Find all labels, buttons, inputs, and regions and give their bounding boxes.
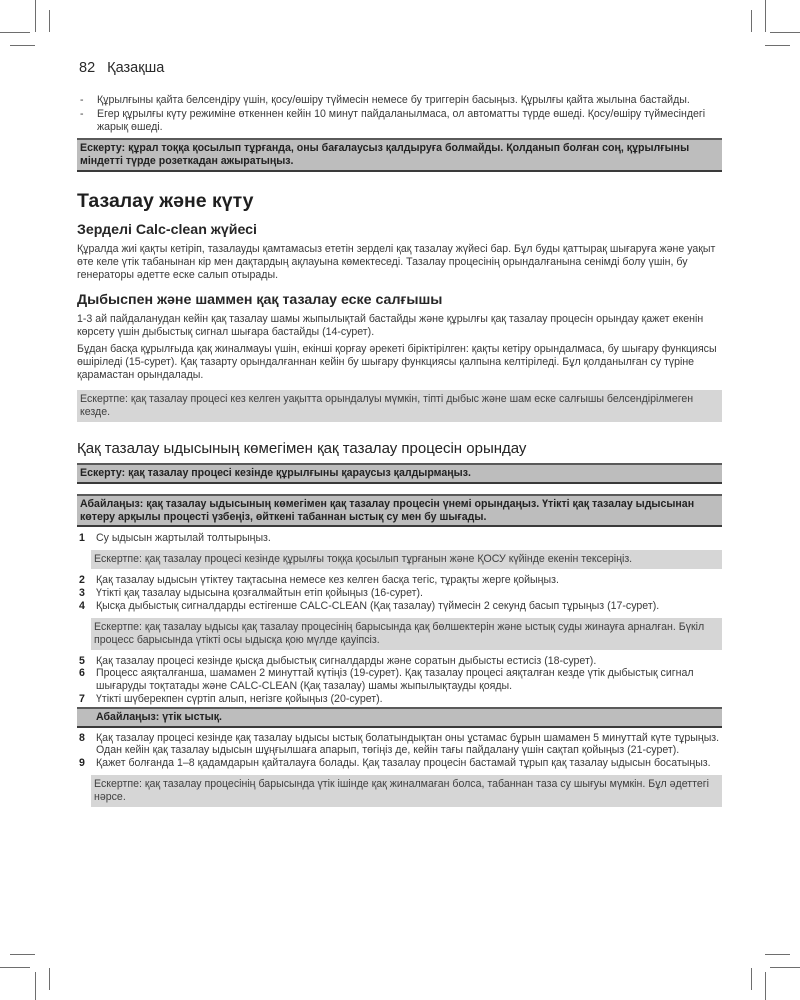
step-item: 8 Қақ тазалау процесі кезінде қақ тазалау ыдысы ыстық болатындықтан оны ұстамас бұрын шамамен 5 минуттай күте тұрыңыз. Одан кейін қақ тазалау ыдысын шұңғылшаға апарып, төгіңіз де, кейін тағы пайдалану үшін сақтап қойыңыз (21-сурет).: [79, 731, 720, 757]
crop-mark-tr-h2: [765, 45, 790, 46]
reminder-body-2: Бұдан басқа құрылғыда қақ жиналмауы үшін, екінші қорғау әрекеті біріктірілген: қақты кетіру орындалмаса, бу шығару функциясы өшіріледі (15-сурет). Қақ тазарту орындалғаннан кейін бу шығару функциясы қалпына келтіріледі. Бұл қолданылған су түріне қарамастан орындалады.: [77, 342, 717, 381]
container-caution-box: Абайлаңыз: қақ тазалау ыдысының көмегімен қақ тазалау процесін үнемі орындаңыз. Үтікті қақ тазалау ыдысынан көтеру арқылы процесті үзбеңіз, өйткені табаннан ыстық су мен бу шығады.: [77, 494, 722, 528]
step-note: Ескертпе: қақ тазалау процесінің барысында үтік ішінде қақ жиналмаған болса, табаннан таза су шығуы мүмкін. Бұл әдеттегі нәрсе.: [77, 775, 722, 807]
step-item: 1 Су ыдысын жартылай толтырыңыз.: [79, 532, 271, 545]
container-warning-box: Ескерту: қақ тазалау процесі кезінде құрылғыны қараусыз қалдырмаңыз.: [77, 463, 722, 484]
intro-bullets: [77, 94, 722, 133]
step-item: 9 Қажет болғанда 1–8 қадамдарын қайталауға болады. Қақ тазалау процесін бастамай тұрып қақ тазалау ыдысын босатыңыз.: [79, 757, 711, 770]
page-header: [79, 60, 722, 80]
crop-mark-br-h2: [765, 954, 790, 955]
bullet-item: - Құрылғыны қайта белсендіру үшін, қосу/өшіру түймесін немесе бу триггерін басыңыз. Құрылғы қайта жылына бастайды.: [80, 94, 690, 106]
step-item: 7 Үтікті шүберекпен сүртіп алып, негізге қойыңыз (20-сурет).: [79, 692, 383, 705]
subsection-title-reminder: Дыбыспен және шаммен қақ тазалау еске салғышы: [77, 291, 443, 308]
bullet-item: - Егер құрылғы күту режиміне өткеннен кейін 10 минут пайдаланылмаса, ол автоматты түрде өшеді. Қосу/өшіру түймесіндегі жарық өшеді.: [80, 107, 706, 133]
step-note: Ескертпе: қақ тазалау ыдысы қақ тазалау процесінің барысында қақ бөлшектерін және ыстық суды жинауға арналған. Бүкіл процесс барысында үтікті осы ыдысқа қою мүлде қауіпсіз.: [77, 618, 722, 650]
subsection-title-container: Қақ тазалау ыдысының көмегімен қақ тазалау процесін орындау: [77, 439, 527, 457]
crop-mark-tl-h1: [0, 32, 30, 33]
crop-mark-tl-h2: [10, 45, 35, 46]
step-item: 3 Үтікті қақ тазалау ыдысына қозғалмайтын етіп қойыңыз (16-сурет).: [79, 586, 423, 599]
crop-mark-br-h1: [770, 967, 800, 968]
step-item: 4 Қысқа дыбыстық сигналдарды естігенше CALC-CLEAN (Қақ тазалау) түймесін 2 секунд басып тұрыңыз (17-сурет).: [79, 599, 660, 612]
step-item: 2 Қақ тазалау ыдысын үтіктеу тақтасына немесе кез келген басқа тегіс, тұрақты жерге қойыңыз.: [79, 574, 559, 587]
container-steps: [77, 532, 722, 807]
step-item: 6 Процесс аяқталғанша, шамамен 2 минуттай күтіңіз (19-сурет). Қақ тазалау процесі аяқталған кезде үтік дыбыстық сигнал шығаруды тоқтатады және CALC-CLEAN (Қақ тазалау) шамы жыпылықтауды қояды.: [79, 667, 694, 693]
crop-mark-bl-v1: [35, 972, 36, 1000]
page-number: 82: [79, 60, 96, 76]
reminder-body-1: 1-3 ай пайдаланудан кейін қақ тазалау шамы жыпылықтай бастайды және құрылғы қақ тазалау процесін орындау қажет екенін көрсету үшін дыбыстық сигнал шығара бастайды (14-сурет).: [77, 312, 704, 338]
step-note: Ескертпе: қақ тазалау процесі кезінде құрылғы тоққа қосылып тұрғанын және ҚОСУ күйінде екенін тексеріңіз.: [77, 550, 722, 569]
crop-mark-br-v2: [751, 968, 752, 990]
manual-page: [77, 60, 722, 812]
crop-mark-bl-h2: [10, 954, 35, 955]
crop-mark-tr-h1: [770, 32, 800, 33]
step-caution: Абайлаңыз: үтік ыстық.: [77, 707, 722, 728]
section-title-cleaning: Тазалау және күту: [77, 189, 254, 212]
calc-clean-body: Құралда жиі қақты кетіріп, тазалауды қамтамасыз ететін зерделі қақ тазалау жүйесі бар. Бұл буды қаттырақ шығаруға және уақыт өте келе үтік табанынан кір мен дақтардың ақлауына көмектеседі. Тазалау процесінің орындалғанына сенімді болу үшін, бу генераторы әдетте еске салып отырады.: [77, 242, 716, 281]
crop-mark-tl-v2: [49, 10, 50, 32]
warning-unattended-box: Ескерту: құрал тоққа қосылып тұрғанда, оны бағалаусыз қалдыруға болмайды. Қолданып болған соң, құрылғыны міндетті түрде розеткадан ажыратыңыз.: [77, 138, 722, 172]
reminder-note-box: Ескертпе: қақ тазалау процесі кез келген уақытта орындалуы мүмкін, тіпті дыбыс және шам еске салғышы белсендірілмеген кезде.: [77, 390, 722, 422]
subsection-title-calc-clean: Зерделі Calc-clean жүйесі: [77, 221, 258, 238]
step-item: 5 Қақ тазалау процесі кезінде қысқа дыбыстық сигналдарды және соратын дыбысты естисіз (18-сурет).: [79, 654, 597, 667]
crop-mark-tl-v1: [35, 0, 36, 32]
language-label: Қазақша: [107, 60, 165, 76]
crop-mark-bl-v2: [49, 968, 50, 990]
crop-mark-bl-h1: [0, 967, 30, 968]
crop-mark-tr-v2: [751, 10, 752, 32]
crop-mark-br-v1: [765, 972, 766, 1000]
crop-mark-tr-v1: [765, 0, 766, 32]
